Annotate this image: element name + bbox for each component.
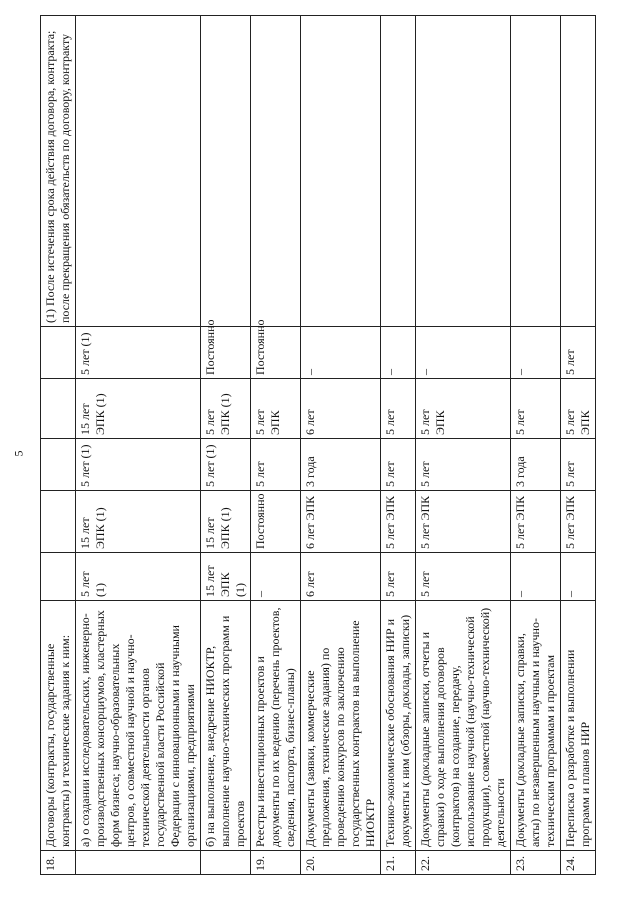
cell-d: 5 лет [381, 379, 416, 439]
retention-table [40, 15, 596, 875]
cell-title: б) на выполнение, внедрение НИОКТР, выполнение научно-технических программ и проектов [201, 601, 251, 851]
cell-a: – [251, 553, 301, 601]
cell-num [201, 851, 251, 875]
table-row [301, 16, 381, 875]
cell-num: 20. [301, 851, 381, 875]
cell-title: Документы (заявки, коммерческие предложения, технические задания) по проведению конкурсов по заключению государственных контрактов на выполнение НИОКТР [301, 601, 381, 851]
cell-title: а) о создании исследовательских, инженерно-производственных консорциумов, кластерных форм бизнеса; научно-образовательных центров, о совместной научной и научно-технической деятельности органов государственной власти Российской Федерации с инновационными и научными организациями, предприятиями [76, 601, 201, 851]
cell-title: Реестры инвестиционных проектов и документы по их ведению (перечень проектов, сведения, паспорта, бизнес-планы) [251, 601, 301, 851]
cell-b: 5 лет ЭПК [561, 491, 596, 553]
cell-title: Технико-экономические обоснования НИР и документы к ним (обзоры, доклады, записки) [381, 601, 416, 851]
rotated-document [40, 15, 592, 875]
cell-b: 15 лет ЭПК (1) [201, 491, 251, 553]
cell-e: – [301, 327, 381, 379]
cell-c: 5 лет [416, 439, 511, 491]
cell-e: – [416, 327, 511, 379]
cell-a: – [561, 553, 596, 601]
cell-b: Постоянно [251, 491, 301, 553]
cell-num: 24. [561, 851, 596, 875]
cell-c: 5 лет [381, 439, 416, 491]
cell-num: 21. [381, 851, 416, 875]
table-row [201, 16, 251, 875]
cell-title: Переписка о разработке и выполнении программ и планов НИР [561, 601, 596, 851]
cell-note [561, 16, 596, 327]
cell-b [41, 491, 76, 553]
table-row [511, 16, 561, 875]
cell-note [251, 16, 301, 327]
cell-title: Документы (докладные записки, отчеты и справки) о ходе выполнения договоров (контрактов) на создание, передачу, использование научной (научно-технической продукции), совместной (научно-технической) деятельности [416, 601, 511, 851]
cell-c: 5 лет [251, 439, 301, 491]
cell-note [511, 16, 561, 327]
table-row [76, 16, 201, 875]
cell-note [76, 16, 201, 327]
cell-c: 5 лет (1) [201, 439, 251, 491]
page-number: 5 [11, 450, 26, 457]
cell-d: 5 лет ЭПК (1) [201, 379, 251, 439]
cell-a [41, 553, 76, 601]
cell-note [381, 16, 416, 327]
table-row [416, 16, 511, 875]
cell-d [41, 379, 76, 439]
cell-num: 18. [41, 851, 76, 875]
cell-note [301, 16, 381, 327]
table-row [251, 16, 301, 875]
cell-b: 5 лет ЭПК [381, 491, 416, 553]
cell-b: 5 лет ЭПК [511, 491, 561, 553]
cell-c [41, 439, 76, 491]
cell-note: (1) После истечения срока действия договора, контракта; после прекращения обязательств по договору, контракту [41, 16, 76, 327]
cell-a: 15 лет ЭПК (1) [201, 553, 251, 601]
cell-note [416, 16, 511, 327]
cell-num: 22. [416, 851, 511, 875]
cell-num [76, 851, 201, 875]
cell-d: 15 лет ЭПК (1) [76, 379, 201, 439]
cell-a: 6 лет [301, 553, 381, 601]
cell-c: 3 года [511, 439, 561, 491]
cell-e: – [511, 327, 561, 379]
cell-d: 5 лет [511, 379, 561, 439]
cell-num: 19. [251, 851, 301, 875]
cell-num: 23. [511, 851, 561, 875]
cell-b: 5 лет ЭПК [416, 491, 511, 553]
cell-d: 5 лет ЭПК [561, 379, 596, 439]
cell-b: 15 лет ЭПК (1) [76, 491, 201, 553]
table-row [561, 16, 596, 875]
table-row [381, 16, 416, 875]
cell-c: 5 лет (1) [76, 439, 201, 491]
table-row [41, 16, 76, 875]
cell-d: 6 лет [301, 379, 381, 439]
cell-note [201, 16, 251, 327]
cell-e [41, 327, 76, 379]
cell-title: Договоры (контракты, государственные контракты) и технические задания к ним: [41, 601, 76, 851]
cell-a: 5 лет (1) [76, 553, 201, 601]
cell-a: 5 лет [416, 553, 511, 601]
cell-e: 5 лет (1) [76, 327, 201, 379]
cell-a: – [511, 553, 561, 601]
cell-e: Постоянно [251, 327, 301, 379]
cell-a: 5 лет [381, 553, 416, 601]
cell-d: 5 лет ЭПК [251, 379, 301, 439]
cell-b: 6 лет ЭПК [301, 491, 381, 553]
cell-c: 3 года [301, 439, 381, 491]
cell-e: Постоянно [201, 327, 251, 379]
cell-e: 5 лет [561, 327, 596, 379]
cell-c: 5 лет [561, 439, 596, 491]
cell-d: 5 лет ЭПК [416, 379, 511, 439]
cell-title: Документы (докладные записки, справки, акты) по незавершенным научным и научно-техническим программам и проектам [511, 601, 561, 851]
cell-e: – [381, 327, 416, 379]
